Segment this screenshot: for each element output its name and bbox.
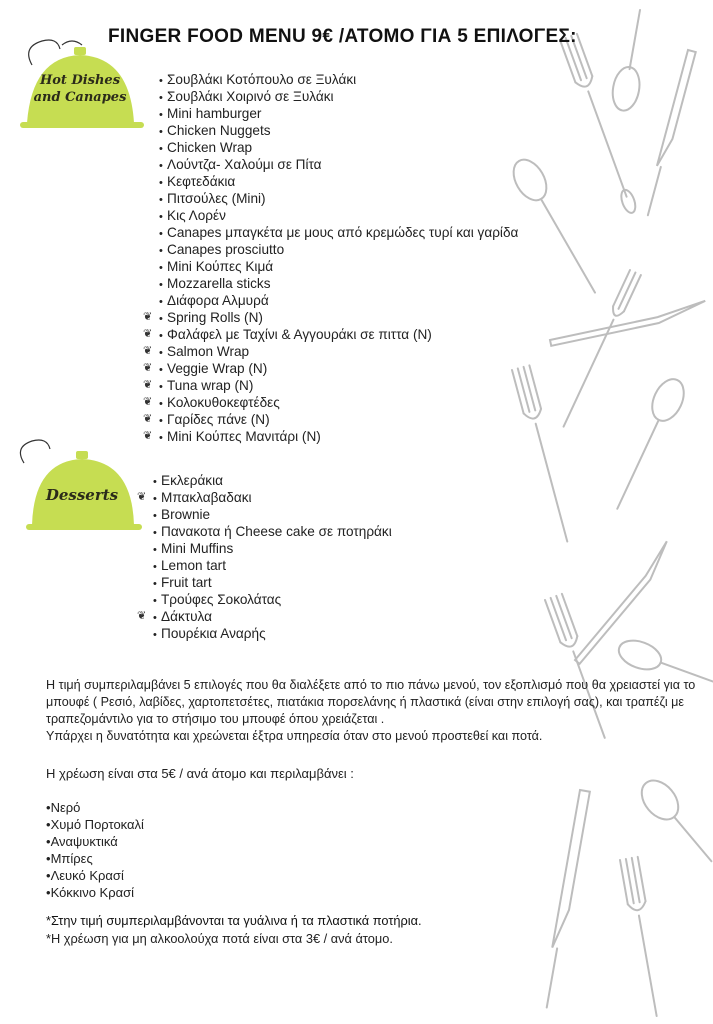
cloche-desserts-icon (2, 435, 152, 535)
menu-item (143, 428, 518, 445)
bullet-icon: • (153, 510, 157, 522)
drink-item-text: Μπίρες (50, 851, 93, 866)
bullet-icon: • (153, 561, 157, 573)
menu-item (153, 625, 392, 642)
bullet-icon: • (153, 493, 157, 505)
bullet-icon: • (46, 868, 51, 883)
drink-item (46, 867, 144, 884)
menu-item-text: Σουβλάκι Χοιρινό σε Ξυλάκι (167, 89, 334, 104)
fork-icon (512, 365, 576, 544)
menu-item (143, 411, 518, 428)
menu-item-text: Διάφορα Αλμυρά (167, 293, 269, 308)
menu-item (159, 292, 518, 309)
fork-icon (620, 857, 666, 1018)
bullet-icon: • (159, 347, 163, 359)
menu-item (143, 377, 518, 394)
drink-item-text: Αναψυκτικά (50, 834, 118, 849)
menu-item (137, 608, 392, 625)
drink-item-text: Χυμό Πορτοκαλί (50, 817, 144, 832)
drink-item (46, 816, 144, 833)
knife-icon (542, 790, 590, 1008)
drinks-charge-title: Η χρέωση είναι στα 5€ / ανά άτομο και περιλαμβάνει : (46, 766, 354, 781)
menu-item (153, 523, 392, 540)
bullet-icon: • (159, 245, 163, 257)
price-info (46, 677, 710, 745)
menu-item (159, 190, 518, 207)
bullet-icon: • (159, 126, 163, 138)
menu-item (159, 224, 518, 241)
menu-item-text: Εκλεράκια (161, 473, 223, 488)
drinks-list (46, 799, 144, 901)
menu-item (143, 343, 518, 360)
menu-item-text: Chicken Wrap (167, 140, 253, 155)
drink-item-text: Νερό (50, 800, 81, 815)
menu-item-text: Φαλάφελ με Ταχίνι & Αγγουράκι σε πιττα (N) (167, 327, 432, 342)
spoon-icon (507, 154, 607, 300)
bullet-icon: • (159, 211, 163, 223)
menu-item (159, 275, 518, 292)
menu-item (153, 557, 392, 574)
menu-item-text: Canapes prosciutto (167, 242, 285, 257)
menu-item (153, 472, 392, 489)
bullet-icon: • (159, 228, 163, 240)
bullet-icon: • (159, 398, 163, 410)
drink-item (46, 850, 144, 867)
menu-item-text: Mini Κούπες Κιμά (167, 259, 274, 274)
leaf-icon: ❦ (137, 610, 147, 622)
menu-item-text: Πανακοτα ή Cheese cake σε ποτηράκι (161, 524, 392, 539)
menu-item (153, 574, 392, 591)
menu-item-text: Λούντζα- Χαλούμι σε Πίτα (167, 157, 322, 172)
leaf-icon: ❦ (143, 413, 153, 425)
bullet-icon: • (159, 194, 163, 206)
menu-item (143, 394, 518, 411)
leaf-icon: ❦ (143, 396, 153, 408)
menu-item-text: Veggie Wrap (N) (167, 361, 268, 376)
bullet-icon: • (159, 143, 163, 155)
bullet-icon: • (159, 177, 163, 189)
bullet-icon: • (159, 109, 163, 121)
menu-item-text: Πουρέκια Αναρής (161, 626, 266, 641)
menu-item-text: Fruit tart (161, 575, 212, 590)
menu-item-text: Κις Λορέν (167, 208, 226, 223)
leaf-icon: ❦ (143, 328, 153, 340)
bullet-icon: • (153, 544, 157, 556)
menu-item-text: Mini hamburger (167, 106, 262, 121)
knife-icon (549, 301, 708, 346)
leaf-icon: ❦ (143, 379, 153, 391)
menu-item (159, 173, 518, 190)
menu-item-text: Κολοκυθοκεφτέδες (167, 395, 280, 410)
drink-item (46, 799, 144, 816)
spoon-icon (605, 374, 690, 515)
price-info-paragraph: Η τιμή συμπεριλαμβάνει 5 επιλογές που θα διαλέξετε από το πιο πάνω μενού, τον εξοπλισμό που θα χρειαστεί για το μπουφέ ( Ρεσιό, λαβίδες, χαρτοπετσέτες, πιατάκια πορσελάνης ή πλαστικά (είναι στην επιλογή σας), και τραπέζι με τραπεζομάντιλο για το στήσιμο του μπουφέ όπου χρειάζεται . (46, 678, 696, 726)
bullet-icon: • (46, 834, 51, 849)
bullet-icon: • (159, 279, 163, 291)
menu-item (153, 540, 392, 557)
menu-item (159, 156, 518, 173)
menu-item-text: Canapes μπαγκέτα με μους από κρεμώδες τυρί και γαρίδα (167, 225, 519, 240)
bullet-icon: • (159, 330, 163, 342)
hot-dishes-label-line1: Hot Dishes (39, 73, 121, 88)
menu-item-text: Tuna wrap (N) (167, 378, 254, 393)
menu-item (159, 122, 518, 139)
menu-item-text: Γαρίδες πάνε (N) (167, 412, 270, 427)
menu-item (153, 591, 392, 608)
menu-item (159, 71, 518, 88)
bullet-icon: • (46, 800, 51, 815)
bullet-icon: • (159, 364, 163, 376)
bullet-icon: • (159, 296, 163, 308)
menu-item-text: Κεφτεδάκια (167, 174, 236, 189)
glasses-note: *Στην τιμή συμπεριλαμβάνονται τα γυάλινα ή τα πλαστικά ποτήρια. (46, 913, 422, 928)
menu-item (143, 309, 518, 326)
menu-item (159, 207, 518, 224)
menu-item (159, 258, 518, 275)
menu-item (159, 139, 518, 156)
hot-dishes-list (143, 71, 519, 445)
drink-item-text: Κόκκινο Κρασί (50, 885, 135, 900)
bullet-icon: • (159, 92, 163, 104)
leaf-icon: ❦ (143, 430, 153, 442)
bullet-icon: • (159, 415, 163, 427)
bullet-icon: • (153, 527, 157, 539)
bullet-icon: • (46, 885, 51, 900)
desserts-list (137, 472, 392, 642)
menu-item-text: Chicken Nuggets (167, 123, 271, 138)
leaf-icon: ❦ (143, 311, 153, 323)
menu-item (159, 105, 518, 122)
bullet-icon: • (153, 629, 157, 641)
bullet-icon: • (46, 817, 51, 832)
hot-dishes-label-line2: and Canapes (33, 90, 127, 105)
soft-drinks-note: *Η χρέωση για μη αλκοολούχα ποτά είναι στα 3€ / ανά άτομο. (46, 931, 393, 946)
menu-item (143, 360, 518, 377)
menu-item-text: Spring Rolls (N) (167, 310, 263, 325)
bullet-icon: • (159, 160, 163, 172)
menu-item-text: Mozzarella sticks (167, 276, 271, 291)
menu-item-text: Τρούφες Σοκολάτας (161, 592, 282, 607)
menu-item (159, 241, 518, 258)
menu-item-text: Brownie (161, 507, 211, 522)
fork-icon (558, 270, 641, 429)
menu-item (153, 506, 392, 523)
menu-item-text: Lemon tart (161, 558, 226, 573)
menu-item (137, 489, 392, 506)
price-info-extra: Υπάρχει η δυνατότητα και χρεώνεται έξτρα υπηρεσία όταν στο μενού προστεθεί και ποτά. (46, 729, 543, 743)
menu-item-text: Mini Muffins (161, 541, 234, 556)
leaf-icon: ❦ (137, 491, 147, 503)
bullet-icon: • (153, 612, 157, 624)
spoon-icon (609, 8, 652, 113)
menu-item-text: Δάκτυλα (161, 609, 212, 624)
bullet-icon: • (153, 595, 157, 607)
bullet-icon: • (46, 851, 51, 866)
fork-icon (560, 34, 641, 216)
knife-icon (644, 50, 696, 216)
knife-icon (570, 541, 676, 664)
menu-item-text: Μπακλαβαδακι (161, 490, 252, 505)
menu-item (143, 326, 518, 343)
bullet-icon: • (159, 432, 163, 444)
leaf-icon: ❦ (143, 345, 153, 357)
bullet-icon: • (153, 578, 157, 590)
hot-dishes-label (28, 72, 132, 106)
bullet-icon: • (159, 313, 163, 325)
desserts-label: Desserts (45, 486, 119, 504)
bullet-icon: • (153, 476, 157, 488)
leaf-icon: ❦ (143, 362, 153, 374)
bullet-icon: • (159, 75, 163, 87)
menu-item (159, 88, 518, 105)
spoon-icon (634, 774, 713, 871)
page-title: FINGER FOOD MENU 9€ /ΑΤΟΜΟ ΓΙΑ 5 ΕΠΙΛΟΓΕΣ: (108, 26, 577, 47)
drink-item-text: Λευκό Κρασί (50, 868, 124, 883)
menu-item-text: Σουβλάκι Κοτόπουλο σε Ξυλάκι (167, 72, 357, 87)
menu-item-text: Πιτσούλες (Mini) (167, 191, 266, 206)
drink-item (46, 884, 144, 901)
menu-item-text: Mini Κούπες Μανιτάρι (N) (167, 429, 321, 444)
bullet-icon: • (159, 262, 163, 274)
menu-item-text: Salmon Wrap (167, 344, 250, 359)
bullet-icon: • (159, 381, 163, 393)
drink-item (46, 833, 144, 850)
